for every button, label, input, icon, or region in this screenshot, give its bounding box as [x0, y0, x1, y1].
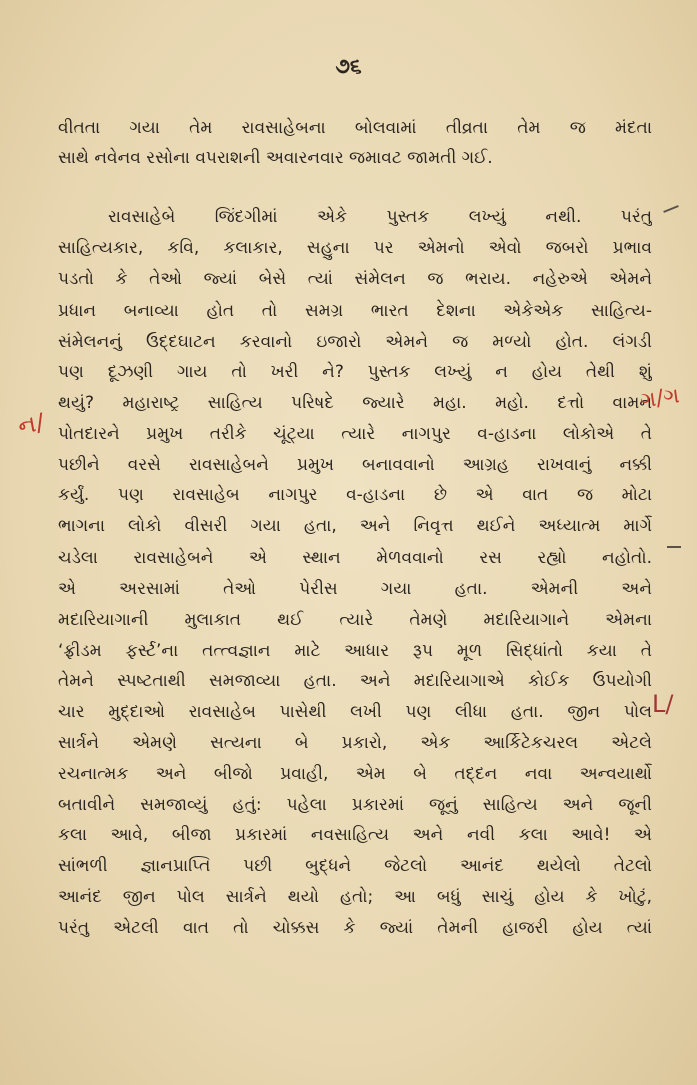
text-line: પ્રધાન બનાવ્યા હોત તો સમગ્ર ભારત દેશના એકેએક સાહિત્ય-	[58, 301, 652, 321]
text-line: પડતો કે તેઓ જ્યાં બેસે ત્યાં સંમેલન જ ભરાય. નહેરુએ એમને	[58, 269, 652, 289]
text-line: કલા આવે, બીજા પ્રકારમાં નવસાહિત્ય અને નવી કલા આવે! એ	[58, 825, 652, 845]
text-line: પણ દૂઝણી ગાય તો ખરી ને? પુસ્તક લખ્યું ન હોય તેથી શું	[58, 362, 652, 382]
pencil-tick-mark	[663, 205, 679, 213]
text-line: ‘ફ્રીડમ ફર્સ્ટ’ના તત્ત્વજ્ઞાન માટે આધાર રૂપ મૂળ સિદ્ધાંતો કયા તે	[58, 641, 652, 661]
margin-correction-mark: ગ/ગ	[638, 383, 682, 414]
text-line: સાહિત્યકાર, કવિ, કલાકાર, સહુના પર એમનો એવો જબરો પ્રભાવ	[58, 238, 652, 258]
text-line: કર્યું. પણ રાવસાહેબ નાગપુર વ-હાડના છે એ વાત જ મોટા	[58, 485, 652, 505]
pencil-tick-mark	[667, 546, 681, 548]
text-line: બતાવીને સમજાવ્યું હતું: પહેલા પ્રકારમાં જૂનું સાહિત્ય અને જૂની	[58, 795, 652, 815]
text-line: વીતતા ગયા તેમ રાવસાહેબના બોલવામાં તીવ્રતા તેમ જ મંદતા	[58, 118, 652, 138]
text-line: પછીને વરસે રાવસાહેબને પ્રમુખ બનાવવાનો આગ્રહ રાખવાનું નક્કી	[58, 455, 652, 475]
text-line: સાથે નવેનવ રસોના વપરાશની અવારનવાર જમાવટ જામતી ગઈ.	[58, 148, 493, 168]
text-line: એ અરસામાં તેઓ પેરીસ ગયા હતા. એમની અને	[58, 579, 652, 599]
text-line: ચડેલા રાવસાહેબને એ સ્થાન મેળવવાનો રસ રહ્યો નહોતો.	[58, 548, 652, 568]
text-line: રાવસાહેબે જિંદગીમાં એકે પુસ્તક લખ્યું નથી. પરંતુ	[108, 207, 652, 227]
text-line: પરંતુ એટલી વાત તો ચોક્કસ કે જ્યાં તેમની હાજરી હોય ત્યાં	[58, 918, 652, 938]
margin-correction-mark: ન/	[15, 407, 47, 441]
text-line: સાર્ત્રને એમણે સત્યના બે પ્રકારો, એક આર્કિટેકચરલ એટલે	[58, 733, 652, 753]
text-line: મદારિયાગાની મુલાકાત થઈ ત્યારે તેમણે મદારિયાગાને એમના	[58, 610, 652, 630]
margin-correction-mark: L/	[652, 690, 674, 718]
text-line: ભાગના લોકો વીસરી ગયા હતા, અને નિવૃત્ત થઈને અધ્યાત્મ માર્ગે	[58, 516, 652, 536]
page-number: ૭૬	[335, 54, 362, 78]
text-line: રચનાત્મક અને બીજો પ્રવાહી, એમ બે તદ્દન નવા અન્વયાર્થો	[58, 764, 652, 784]
text-line: આનંદ જીન પોલ સાર્ત્રને થયો હતો; આ બધું સાચું હોય કે ખોટું,	[58, 887, 652, 907]
text-line: સાંભળી જ્ઞાનપ્રાપ્તિ પછી બુદ્ધને જેટલો આનંદ થયેલો તેટલો	[58, 856, 652, 876]
text-line: પોતદારને પ્રમુખ તરીકે ચૂંટ્યા ત્યારે નાગપુર વ-હાડના લોકોએ તે	[58, 424, 652, 444]
text-line: સંમેલનનું ઉદ્દઘાટન કરવાનો ઇજારો એમને જ મળ્યો હોત. લંગડી	[58, 332, 652, 352]
text-line: ચાર મુદ્દાઓ રાવસાહેબ પાસેથી લખી પણ લીધા હતા. જીન પોલ	[58, 702, 652, 722]
text-line: થયું? મહારાષ્ટ્ર સાહિત્ય પરિષદે જ્યારે મહા. મહો. દત્તો વામન	[58, 393, 652, 413]
text-line: તેમને સ્પષ્ટતાથી સમજાવ્યા હતા. અને મદારિયાગાએ કોઈક ઉપયોગી	[58, 671, 652, 691]
